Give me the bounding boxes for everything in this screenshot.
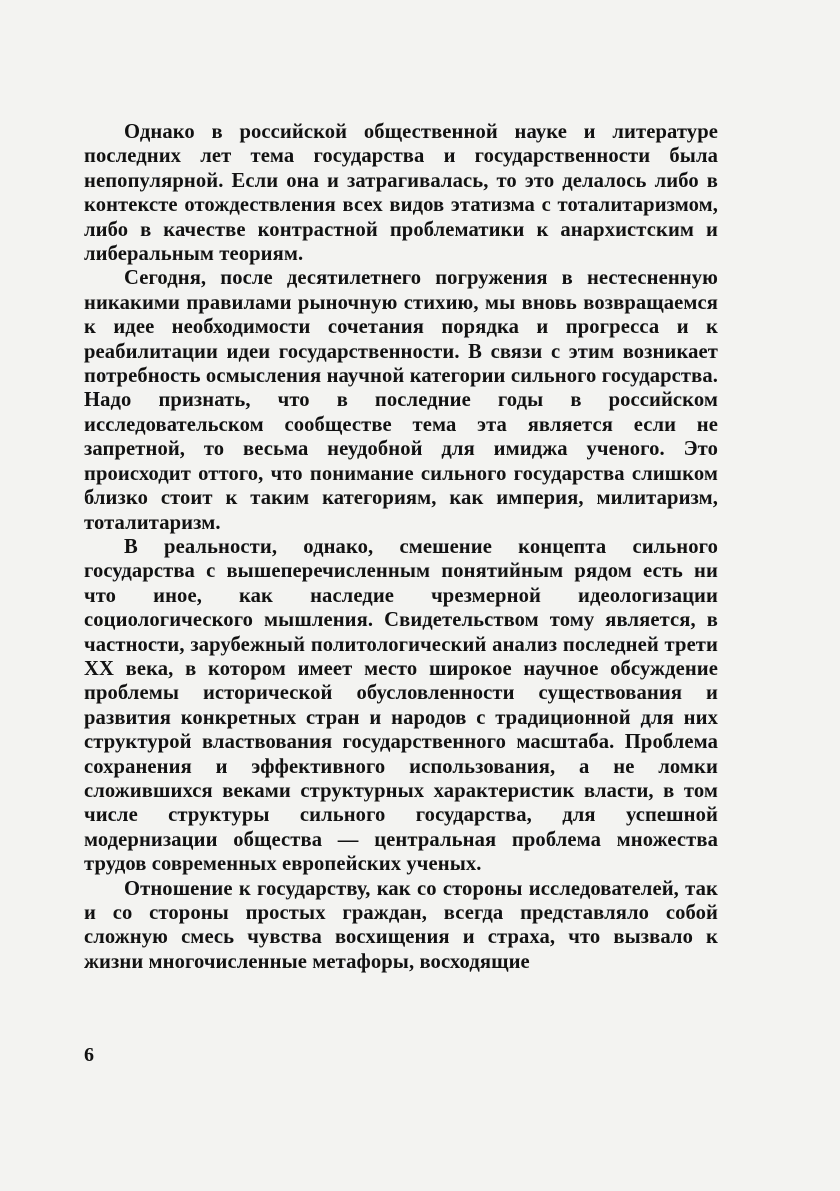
paragraph-3: В реальности, однако, смешение концепта сильного государства с вышеперечисленным понятийным рядом есть ни что иное, как наследие чрезмерной идеологизации социологического мышления. Свидетельством тому является, в частности, зарубежный политологический анализ последней трети XX века, в котором имеет место широкое научное обсуждение проблемы исторической обусловленности существования и развития конкретных стран и народов с традиционной для них структурой властвования государственного масштаба. Проблема сохранения и эффективного использования, а не ломки сложившихся веками структурных характеристик власти, в том числе структуры сильного государства, для успешной модернизации общества — центральная проблема множества трудов современных европейских ученых. <box>84 535 718 876</box>
body-text <box>84 120 718 974</box>
paragraph-4: Отношение к государству, как со стороны исследователей, так и со стороны простых граждан, всегда представляло собой сложную смесь чувства восхищения и страха, что вызвало к жизни многочисленные метафоры, восходящие <box>84 877 718 973</box>
paragraph-2: Сегодня, после десятилетнего погружения в нестесненную никакими правилами рыночную стихию, мы вновь возвращаемся к идее необходимости сочетания порядка и прогресса и к реабилитации идеи государственности. В связи с этим возникает потребность осмысления научной категории сильного государства. Надо признать, что в последние годы в российском исследовательском сообществе тема эта является если не запретной, то весьма неудобной для имиджа ученого. Это происходит оттого, что понимание сильного государства слишком близко стоит к таким категориям, как империя, милитаризм, тоталитаризм. <box>84 267 718 534</box>
page-number: 6 <box>84 1044 94 1066</box>
paragraph-1: Однако в российской общественной науке и литературе последних лет тема государства и государственности была непопулярной. Если она и затрагивалась, то это делалось либо в контексте отождествления всех видов этатизма с тоталитаризмом, либо в качестве контрастной проблематики к анархистским и либеральным теориям. <box>84 121 718 266</box>
